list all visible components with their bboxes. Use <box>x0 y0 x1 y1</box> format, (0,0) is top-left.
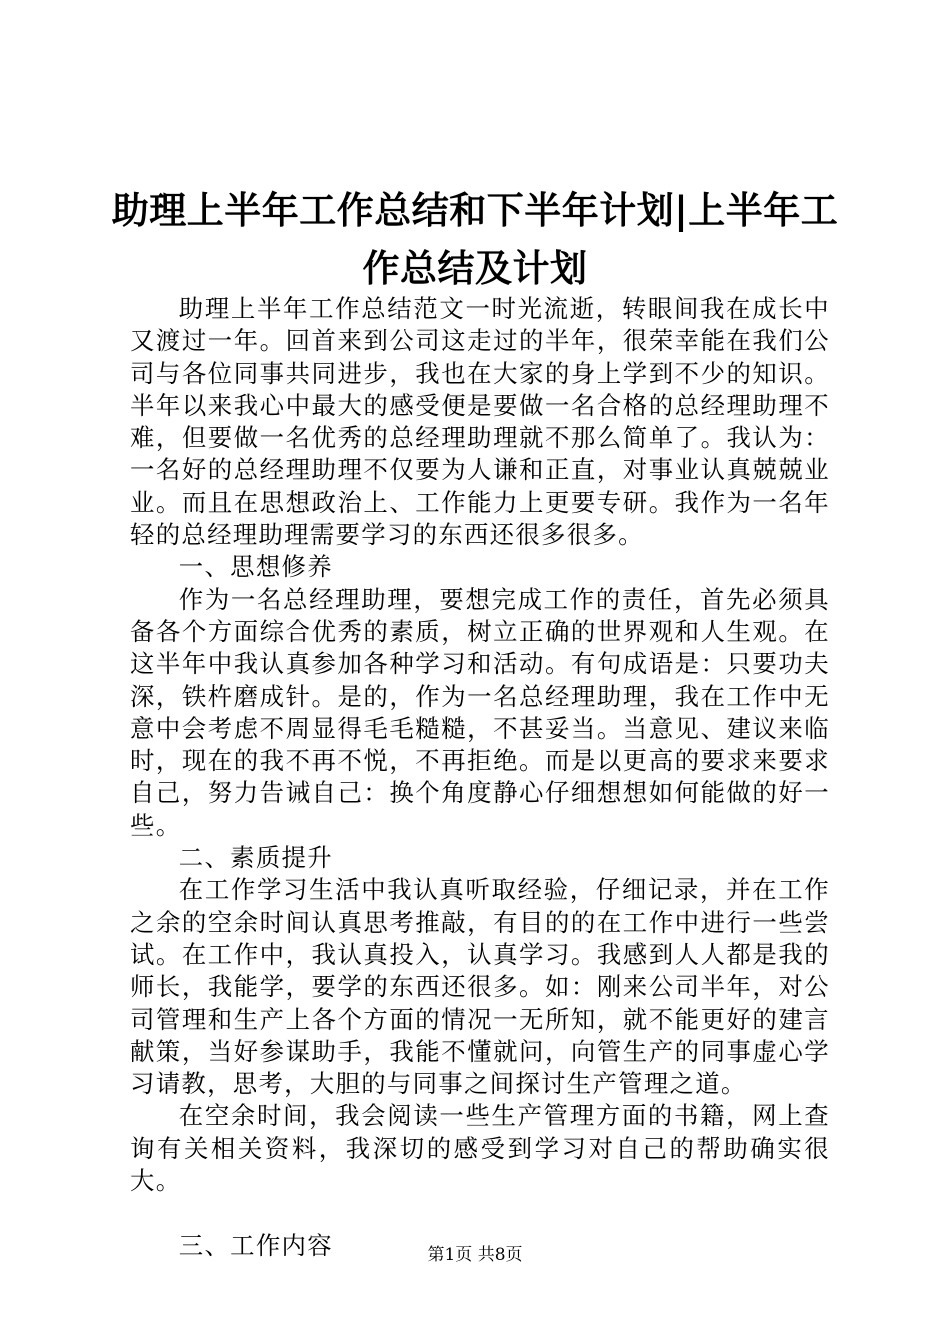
section-heading-quality: 二、素质提升 <box>178 843 333 873</box>
section-heading-work: 三、工作内容 <box>178 1230 333 1260</box>
quality-paragraph: 在工作学习生活中我认真听取经验，仔细记录，并在工作之余的空余时间认真思考推敲，有目的的在工作中进行一些尝试。在工作中，我认真投入，认真学习。我感到人人都是我的师长，我能学，要学的东西还很多。如：刚来公司半年，对公司管理和生产上各个方面的情况一无所知，就不能更好的建言献策，当好参谋助手，我能不懂就问，向管生产的同事虚心学习请教，思考，大胆的与同事之间探讨生产管理之道。 <box>130 875 830 1099</box>
page-footer: 第1页 共8页 <box>427 1245 523 1265</box>
document-title-line-2: 作总结及计划 <box>362 247 588 290</box>
spare-time-paragraph: 在空余时间，我会阅读一些生产管理方面的书籍，网上查询有关相关资料，我深切的感受到学习对自己的帮助确实很大。 <box>130 1101 830 1196</box>
blank-line <box>130 1197 830 1229</box>
section-heading-thought: 一、思想修养 <box>178 552 333 582</box>
document-title-line-1: 助理上半年工作总结和下半年计划|上半年工 <box>111 189 839 232</box>
document-body <box>130 293 830 1262</box>
thought-paragraph: 作为一名总经理助理，要想完成工作的责任，首先必须具备各个方面综合优秀的素质，树立正确的世界观和人生观。在这半年中我认真参加各种学习和活动。有句成语是：只要功夫深，铁杵磨成针。是的，作为一名总经理助理，我在工作中无意中会考虑不周显得毛毛糙糙，不甚妥当。当意见、建议来临时，现在的我不再不悦，不再拒绝。而是以更高的要求来要求自己，努力告诫自己：换个角度静心仔细想想如何能做的好一些。 <box>130 584 830 840</box>
intro-paragraph: 助理上半年工作总结范文一时光流逝，转眼间我在成长中又渡过一年。回首来到公司这走过的半年，很荣幸能在我们公司与各位同事共同进步，我也在大家的身上学到不少的知识。半年以来我心中最大的感受便是要做一名合格的总经理助理不难，但要做一名优秀的总经理助理就不那么简单了。我认为：一名好的总经理助理不仅要为人谦和正直，对事业认真兢兢业业。而且在思想政治上、工作能力上更要专研。我作为一名年轻的总经理助理需要学习的东西还很多很多。 <box>130 294 830 550</box>
